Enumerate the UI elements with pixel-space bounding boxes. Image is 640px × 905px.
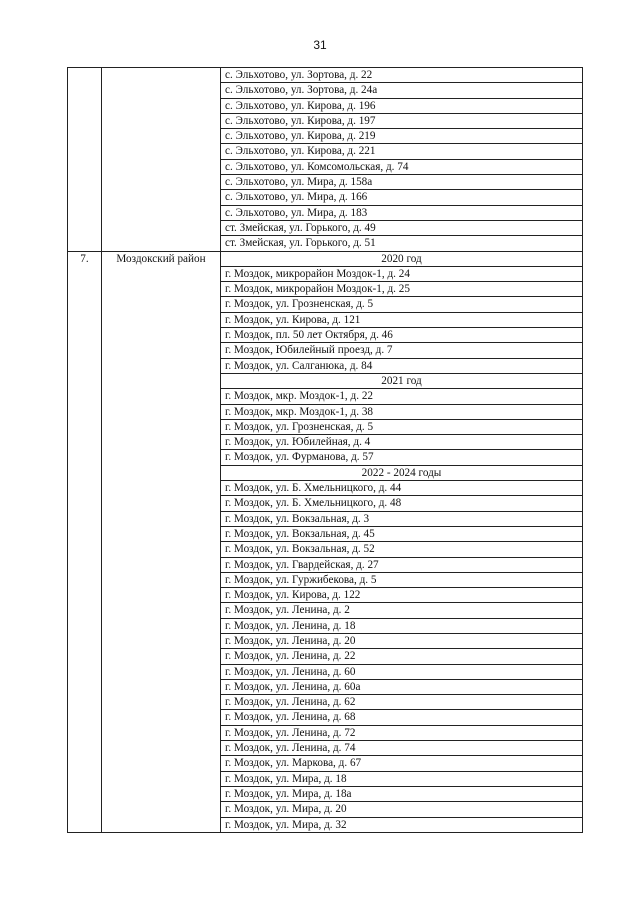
address-cell: г. Моздок, ул. Кирова, д. 121 (221, 312, 583, 327)
year-heading-row (68, 251, 583, 266)
address-cell: г. Моздок, ул. Грозненская, д. 5 (221, 297, 583, 312)
address-cell: г. Моздок, ул. Вокзальная, д. 45 (221, 526, 583, 541)
address-cell: г. Моздок, ул. Вокзальная, д. 52 (221, 542, 583, 557)
address-cell: г. Моздок, ул. Ленина, д. 18 (221, 618, 583, 633)
address-cell: с. Эльхотово, ул. Кирова, д. 219 (221, 129, 583, 144)
address-cell: с. Эльхотово, ул. Мира, д. 183 (221, 205, 583, 220)
address-cell: г. Моздок, Юбилейный проезд, д. 7 (221, 343, 583, 358)
address-cell: с. Эльхотово, ул. Кирова, д. 197 (221, 113, 583, 128)
address-cell: г. Моздок, ул. Грозненская, д. 5 (221, 419, 583, 434)
address-cell: с. Эльхотово, ул. Зортова, д. 24а (221, 83, 583, 98)
address-cell: г. Моздок, ул. Б. Хмельницкого, д. 48 (221, 496, 583, 511)
district-cell: Моздокский район (102, 251, 221, 832)
address-cell: г. Моздок, ул. Салганюка, д. 84 (221, 358, 583, 373)
address-cell: г. Моздок, ул. Ленина, д. 72 (221, 725, 583, 740)
address-cell: г. Моздок, ул. Б. Хмельницкого, д. 44 (221, 481, 583, 496)
address-cell: г. Моздок, ул. Мира, д. 32 (221, 817, 583, 832)
address-cell: г. Моздок, мкр. Моздок-1, д. 38 (221, 404, 583, 419)
address-cell: ст. Змейская, ул. Горького, д. 51 (221, 236, 583, 251)
address-cell: г. Моздок, пл. 50 лет Октября, д. 46 (221, 328, 583, 343)
address-cell: с. Эльхотово, ул. Кирова, д. 196 (221, 98, 583, 113)
district-cell (102, 68, 221, 252)
address-cell: г. Моздок, ул. Вокзальная, д. 3 (221, 511, 583, 526)
address-cell: г. Моздок, ул. Мира, д. 20 (221, 802, 583, 817)
address-cell: с. Эльхотово, ул. Мира, д. 158а (221, 175, 583, 190)
address-cell: г. Моздок, ул. Мира, д. 18а (221, 786, 583, 801)
table-row (68, 68, 583, 83)
address-cell: с. Эльхотово, ул. Мира, д. 166 (221, 190, 583, 205)
address-cell: г. Моздок, ул. Ленина, д. 74 (221, 741, 583, 756)
address-cell: г. Моздок, ул. Мира, д. 18 (221, 771, 583, 786)
address-table (67, 67, 583, 833)
address-cell: ст. Змейская, ул. Горького, д. 49 (221, 220, 583, 235)
address-cell: с. Эльхотово, ул. Зортова, д. 22 (221, 68, 583, 83)
address-table-body (68, 68, 583, 833)
address-cell: г. Моздок, микрорайон Моздок-1, д. 24 (221, 266, 583, 281)
address-cell: г. Моздок, ул. Юбилейная, д. 4 (221, 435, 583, 450)
year-heading-cell: 2020 год (221, 251, 583, 266)
address-cell: г. Моздок, ул. Маркова, д. 67 (221, 756, 583, 771)
address-cell: г. Моздок, мкр. Моздок-1, д. 22 (221, 389, 583, 404)
address-cell: г. Моздок, ул. Ленина, д. 68 (221, 710, 583, 725)
address-cell: г. Моздок, ул. Ленина, д. 20 (221, 633, 583, 648)
address-cell: г. Моздок, ул. Гвардейская, д. 27 (221, 557, 583, 572)
address-cell: г. Моздок, ул. Ленина, д. 22 (221, 649, 583, 664)
item-number-cell (68, 68, 102, 252)
address-cell: г. Моздок, ул. Ленина, д. 2 (221, 603, 583, 618)
address-cell: г. Моздок, ул. Кирова, д. 122 (221, 588, 583, 603)
address-cell: г. Моздок, ул. Фурманова, д. 57 (221, 450, 583, 465)
address-cell: г. Моздок, ул. Ленина, д. 60 (221, 664, 583, 679)
address-cell: г. Моздок, микрорайон Моздок-1, д. 25 (221, 282, 583, 297)
address-cell: г. Моздок, ул. Ленина, д. 60а (221, 679, 583, 694)
address-cell: г. Моздок, ул. Гуржибекова, д. 5 (221, 572, 583, 587)
address-cell: с. Эльхотово, ул. Кирова, д. 221 (221, 144, 583, 159)
year-heading-cell: 2022 - 2024 годы (221, 465, 583, 480)
year-heading-cell: 2021 год (221, 373, 583, 388)
item-number-cell: 7. (68, 251, 102, 832)
address-cell: г. Моздок, ул. Ленина, д. 62 (221, 695, 583, 710)
page-number: 31 (313, 38, 327, 52)
address-cell: с. Эльхотово, ул. Комсомольская, д. 74 (221, 159, 583, 174)
